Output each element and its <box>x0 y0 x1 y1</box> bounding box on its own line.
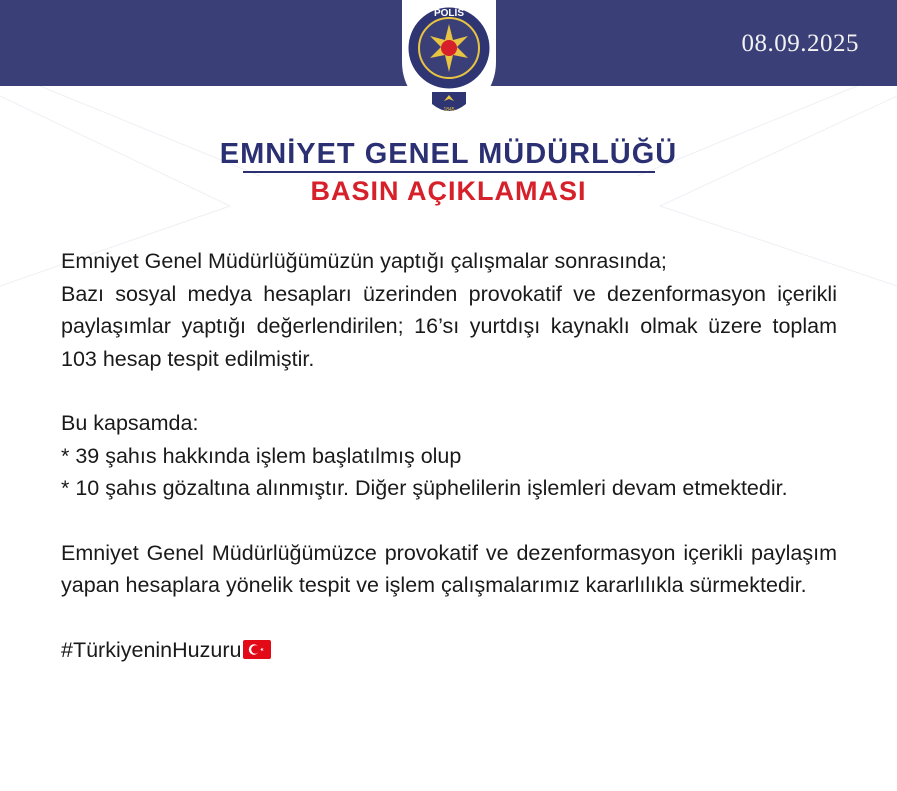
paragraph-intro: Emniyet Genel Müdürlüğümüzün yaptığı çalışmalar sonrasında; <box>61 249 667 273</box>
turkish-flag-icon <box>243 640 271 659</box>
publication-date: 08.09.2025 <box>741 30 859 57</box>
list-item: * 39 şahıs hakkında işlem başlatılmış olup <box>61 443 462 468</box>
paragraph-findings: Bazı sosyal medya hesapları üzerinden provokatif ve dezenformasyon içerikli paylaşımlar yaptığı değerlendirilen; 16’sı yurtdışı kaynaklı olmak üzere toplam 103 hesap tespit edilmiştir. <box>61 281 837 371</box>
emblem-year: 1845 <box>443 107 455 113</box>
paragraph-scope: Bu kapsamda: <box>61 411 199 435</box>
list-item: * 10 şahıs gözaltına alınmıştır. Diğer şüphelilerin işlemleri devam etmektedir. <box>61 476 788 500</box>
page-title: EMNİYET GENEL MÜDÜRLÜĞÜ <box>219 138 678 170</box>
page-subtitle: BASIN AÇIKLAMASI <box>310 176 587 206</box>
emblem-label: POLİS <box>433 8 465 19</box>
hashtag-line <box>61 634 837 667</box>
hashtag[interactable]: #TürkiyeninHuzuru <box>61 637 242 662</box>
paragraph-closing: Emniyet Genel Müdürlüğümüzce provokatif ve dezenformasyon içerikli paylaşım yapan hesaplara yönelik tespit ve işlem çalışmalarımız kararlılıkla sürmektedir. <box>61 540 837 597</box>
statement-body <box>61 245 837 666</box>
police-emblem <box>396 0 502 122</box>
title-underline <box>243 171 655 173</box>
